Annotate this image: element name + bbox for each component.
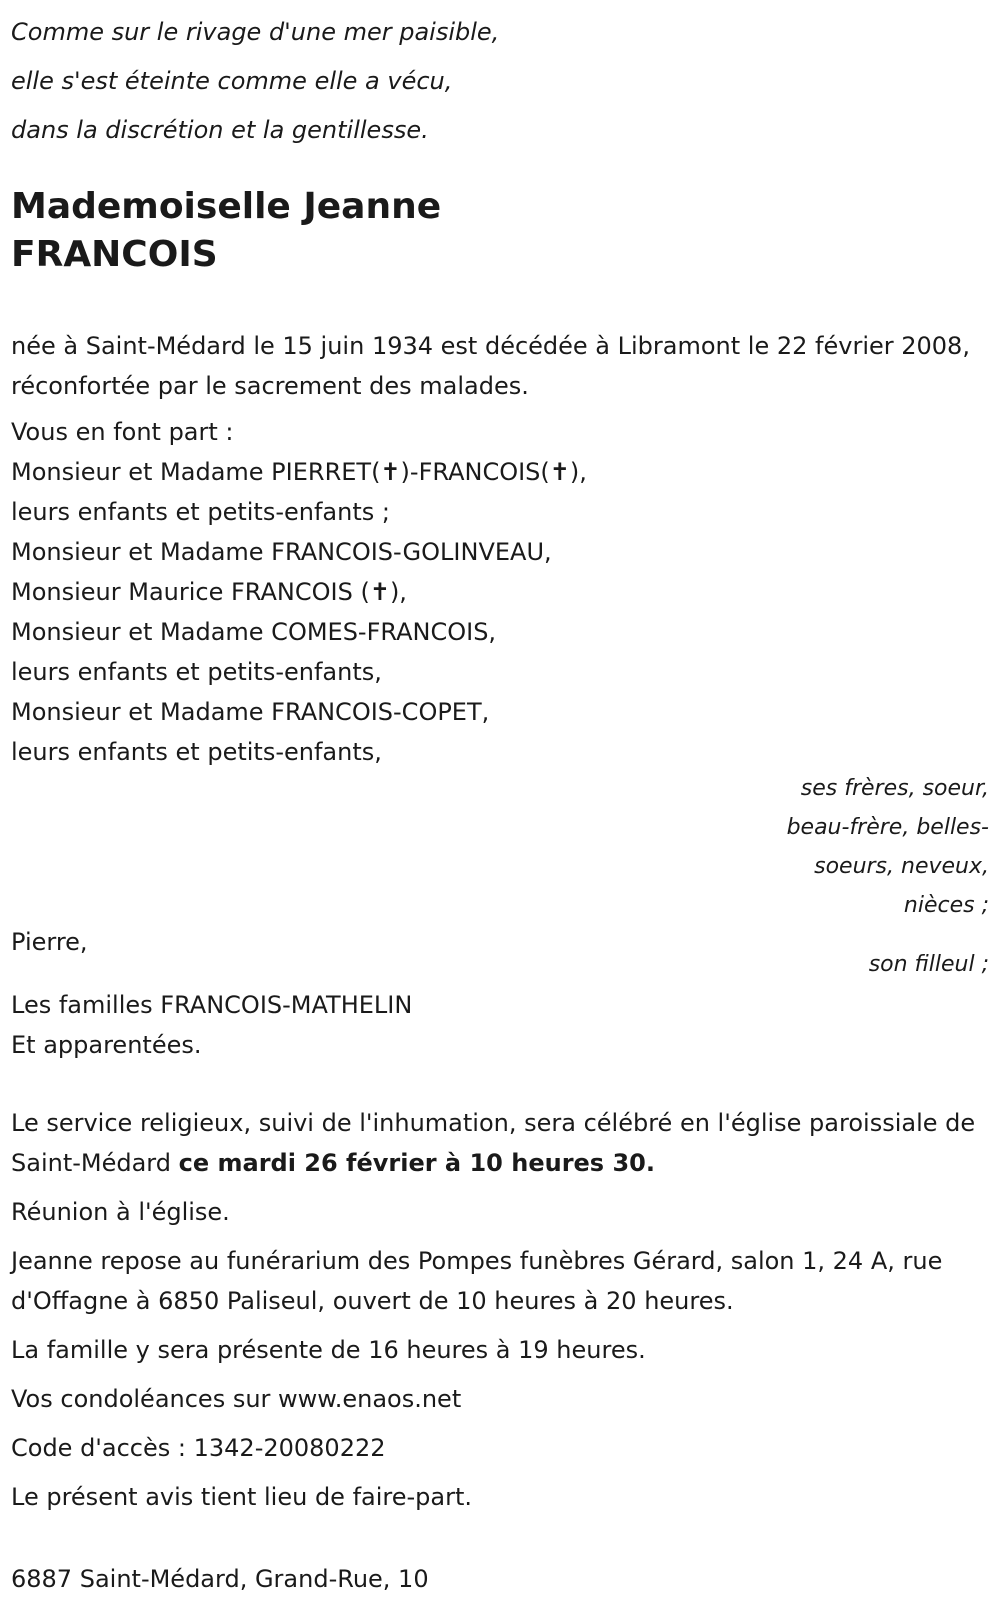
funeral-home-text: Jeanne repose au funérarium des Pompes funèbres Gérard, salon 1, 24 A, rue d'Offagne à 6850 Paliseul, ouvert de 10 heures à 20 heures. [11, 1247, 943, 1315]
poem-line: dans la discrétion et la gentillesse. [11, 116, 429, 144]
obituary-page [11, 0, 989, 1599]
condolences-text: Vos condoléances sur www.enaos.net [11, 1385, 462, 1413]
relation-line: nièces ; [903, 893, 989, 918]
family-line: Monsieur Maurice FRANCOIS (✝), [11, 578, 407, 606]
family-line: leurs enfants et petits-enfants, [11, 658, 382, 686]
family-line: leurs enfants et petits-enfants, [11, 738, 382, 766]
relation-block [11, 769, 989, 925]
poem-line: elle s'est éteinte comme elle a vécu, [11, 67, 453, 95]
family-line: Monsieur et Madame FRANCOIS-COPET, [11, 698, 490, 726]
godchild-relation: son filleul ; [868, 952, 989, 977]
relation-line: soeurs, neveux, [814, 854, 989, 879]
deceased-title-line: Mademoiselle Jeanne [11, 186, 442, 227]
deceased-surname: FRANCOIS [11, 234, 218, 275]
family-line: Monsieur et Madame COMES-FRANCOIS, [11, 618, 497, 646]
other-family-line: Et apparentées. [11, 1031, 202, 1059]
access-code-text: Code d'accès : 1342-20080222 [11, 1434, 386, 1462]
birth-death-text: née à Saint-Médard le 15 juin 1934 est décédée à Libramont le 22 février 2008, réconfortée par le sacrement des malades. [11, 332, 970, 400]
godchild-row [11, 925, 989, 977]
service-description: Le service religieux, suivi de l'inhumation, sera célébré en l'église paroissiale de Saint-Médard [11, 1109, 976, 1177]
family-line: Monsieur et Madame FRANCOIS-GOLINVEAU, [11, 538, 552, 566]
service-datetime: ce mardi 26 février à 10 heures 30. [178, 1149, 655, 1177]
godchild-name: Pierre, [11, 928, 88, 956]
poem-line: Comme sur le rivage d'une mer paisible, [11, 18, 500, 46]
address: 6887 Saint-Médard, Grand-Rue, 10 [11, 1565, 429, 1593]
notice-text: Le présent avis tient lieu de faire-part. [11, 1483, 473, 1511]
relation-line: beau-frère, belles- [786, 815, 989, 840]
relation-line: ses frères, soeur, [800, 776, 989, 801]
poem [11, 8, 989, 155]
family-line: Monsieur et Madame PIERRET(✝)-FRANCOIS(✝), [11, 458, 587, 486]
family-presence-text: La famille y sera présente de 16 heures à 19 heures. [11, 1336, 646, 1364]
announce-intro: Vous en font part : [11, 418, 234, 446]
deceased-name [11, 183, 989, 279]
family-line: leurs enfants et petits-enfants ; [11, 498, 390, 526]
meeting-text: Réunion à l'église. [11, 1198, 230, 1226]
announcement [11, 412, 989, 772]
other-families [11, 985, 989, 1065]
service-text [11, 1103, 989, 1183]
other-family-line: Les familles FRANCOIS-MATHELIN [11, 991, 413, 1019]
